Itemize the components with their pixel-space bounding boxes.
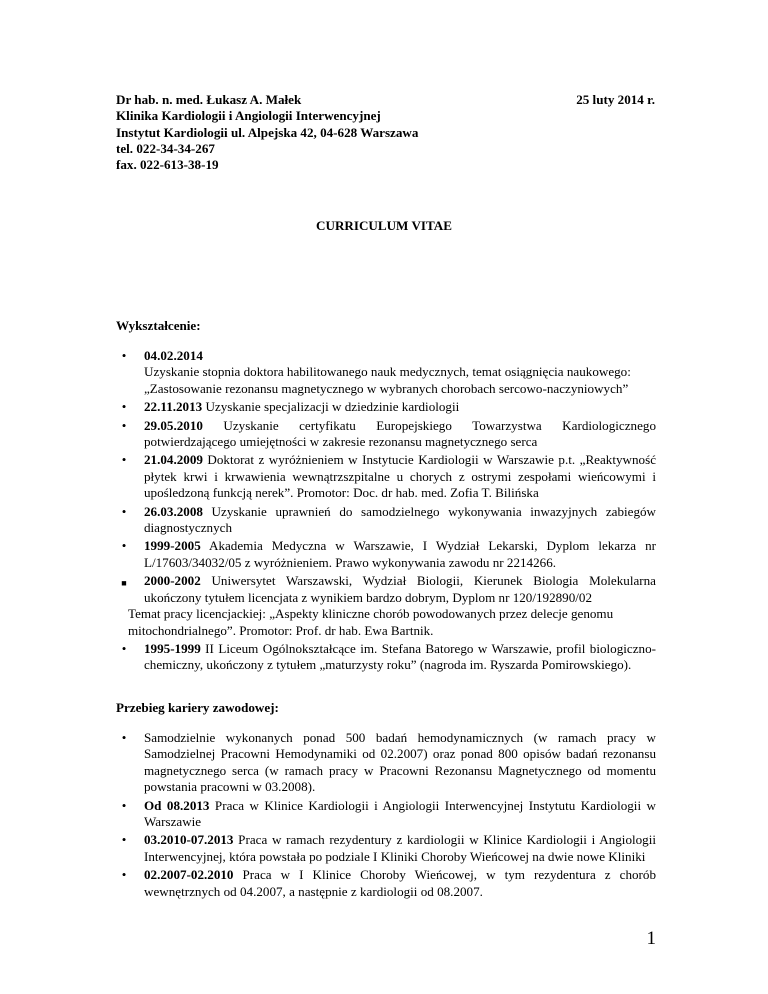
list-item: • Od 08.2013 Praca w Klinice Kardiologii i Angiologii Interwencyjnej Instytutu Kardiologii w Warszawie — [116, 798, 656, 831]
bullet-icon: • — [121, 730, 127, 745]
list-item: • 26.03.2008 Uzyskanie uprawnień do samodzielnego wykonywania inwazyjnych zabiegów diagnostycznych — [116, 504, 656, 537]
bullet-icon: • — [121, 348, 127, 363]
list-item: • 02.2007-02.2010 Praca w I Klinice Choroby Wieńcowej, w tym rezydentura z chorób wewnętrznych od 04.2007, a następnie z kardiologii od 08.2007. — [116, 867, 656, 900]
bullet-icon: • — [121, 452, 127, 468]
list-item: • 21.04.2009 Doktorat z wyróżnieniem w Instytucie Kardiologii w Warszawie p.t. „Reaktywność płytek krwi i krwawienia wewnątrzszpitalne u chorych z ostrymi zespołami wieńcowymi i upośledzoną funkcją nerek”. Promotor: Doc. dr hab. med. Zofia T. Bilińska — [116, 452, 656, 501]
list-item: • 1995-1999 II Liceum Ogólnokształcące im. Stefana Batorego w Warszawie, profil biologiczno-chemiczny, ukończony z tytułem „maturzysty roku” (nagroda im. Ryszarda Pomirowskiego). — [116, 641, 656, 674]
square-bullet-icon: ■ — [121, 578, 127, 589]
fax-number: fax. 022-613-38-19 — [116, 157, 219, 173]
phone-number: tel. 022-34-34-267 — [116, 140, 215, 156]
document-date: 25 luty 2014 r. — [576, 92, 655, 107]
page-number: 1 — [646, 928, 656, 949]
bullet-icon: • — [121, 399, 127, 415]
list-item: • Samodzielnie wykonanych ponad 500 badań hemodynamicznych (w ramach pracy w Samodzielnej Pracowni Hemodynamiki od 02.2007) oraz ponad 800 opisów badań rezonansu magnetycznego serca (w ramach pracy w Pracowni Rezonansu Magnetycznego od momentu powstania pracowni w 03.2008). — [116, 730, 656, 796]
career-heading: Przebieg kariery zawodowej: — [116, 700, 279, 715]
list-item: • 03.2010-07.2013 Praca w ramach rezydentury z kardiologii w Klinice Kardiologii i Angiologii Interwencyjnej, która powstała po podziale I Kliniki Choroby Wieńcowej na dwie nowe Kliniki — [116, 832, 656, 865]
list-item: • 29.05.2010 Uzyskanie certyfikatu Europejskiego Towarzystwa Kardiologicznego potwierdzającego umiejętności w zakresie rezonansu magnetycznego serca — [116, 418, 656, 451]
list-item: • 22.11.2013 Uzyskanie specjalizacji w dziedzinie kardiologii — [116, 399, 656, 415]
education-heading: Wykształcenie: — [116, 318, 201, 333]
list-item: • 1999-2005 Akademia Medyczna w Warszawie, I Wydział Lekarski, Dyplom lekarza nr L/17603/34032/05 z wyróżnieniem. Prawo wykonywania zawodu nr 2214266. — [116, 538, 656, 571]
bullet-icon: • — [121, 867, 127, 883]
bullet-icon: • — [121, 417, 127, 433]
career-list — [116, 730, 656, 902]
bullet-icon: • — [121, 832, 127, 848]
document-title: CURRICULUM VITAE — [316, 218, 452, 233]
thesis-topic: Temat pracy licencjackiej: „Aspekty kliniczne chorób powodowanych przez delecje genomu mitochondrialnego”. Promotor: Prof. dr hab. Ewa Bartnik. — [128, 606, 614, 638]
bullet-icon: • — [121, 797, 127, 813]
education-list — [116, 348, 656, 676]
author-header — [116, 92, 656, 173]
clinic-name: Klinika Kardiologii i Angiologii Interwencyjnej — [116, 108, 381, 124]
institute-address: Instytut Kardiologii ul. Alpejska 42, 04-628 Warszawa — [116, 124, 419, 140]
list-item: • 04.02.2014Uzyskanie stopnia doktora habilitowanego nauk medycznych, temat osiągnięcia naukowego: „Zastosowanie rezonansu magnetycznego w wybranych chorobach sercowo-naczyniowych” — [116, 348, 656, 397]
bullet-icon: • — [121, 640, 127, 656]
list-item: ■ 2000-2002 Uniwersytet Warszawski, Wydział Biologii, Kierunek Biologia Molekularna ukończony tytułem licencjata z wynikiem bardzo dobrym, Dyplom nr 120/192890/02 Temat pracy licencjackiej: „Aspekty kliniczne chorób powodowanych przez delecje genomu mitochondrialnego”. Promotor: Prof. dr hab. Ewa Bartnik. — [116, 573, 656, 639]
bullet-icon: • — [121, 538, 127, 554]
bullet-icon: • — [121, 503, 127, 519]
author-name: Dr hab. n. med. Łukasz A. Małek — [116, 92, 302, 107]
